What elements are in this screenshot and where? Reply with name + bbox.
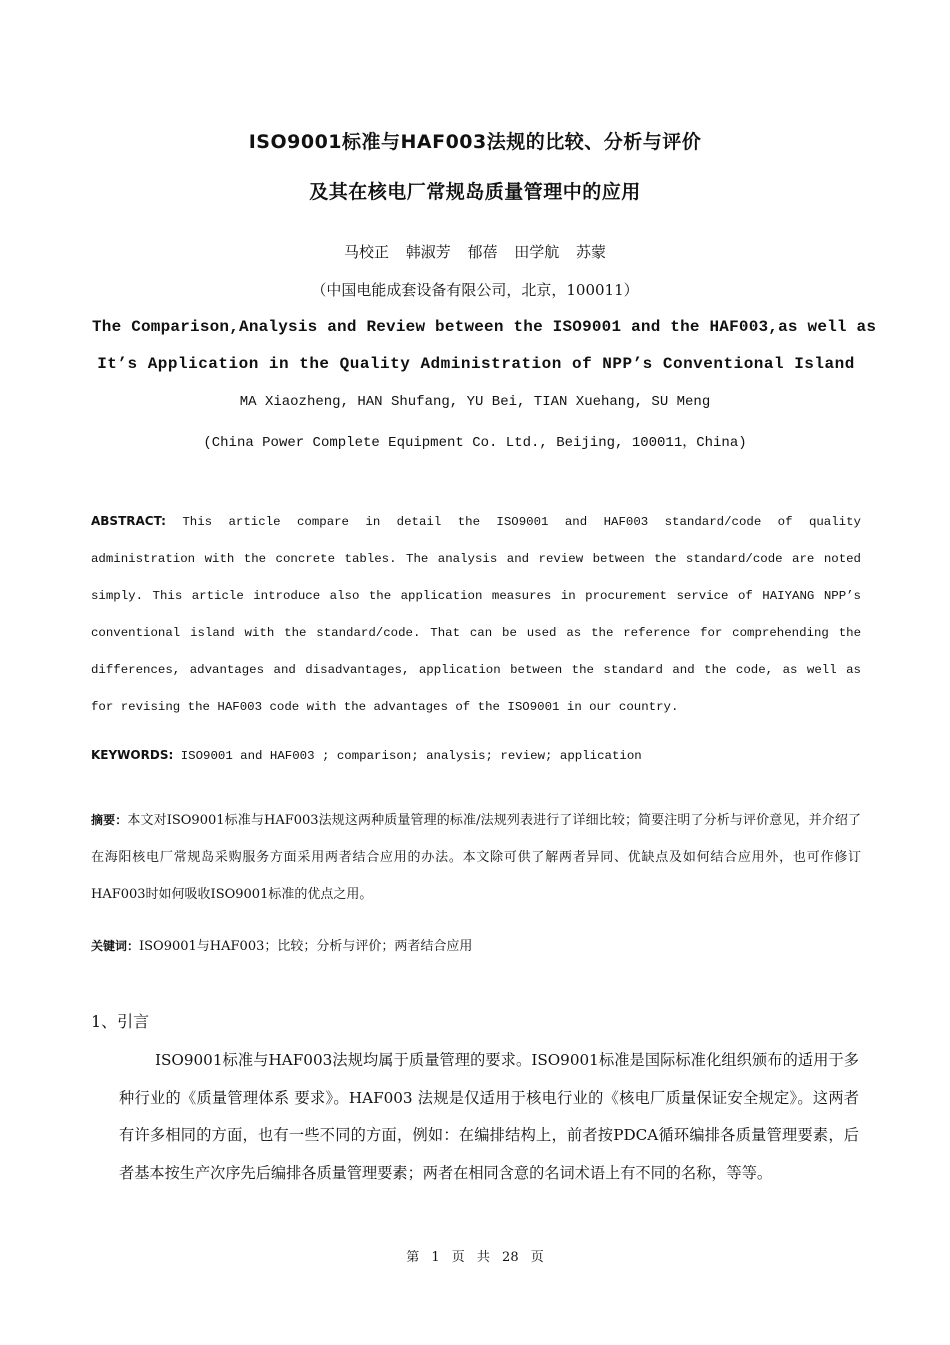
keywords-text: ISO9001 and HAF003 ; comparison; analysis; review; application bbox=[173, 749, 642, 763]
title-line-2: 及其在核电厂常规岛质量管理中的应用 bbox=[309, 181, 641, 203]
affiliation-english: (China Power Complete Equipment Co. Ltd., Beijing, 100011，China) bbox=[203, 435, 747, 451]
abstract-chinese bbox=[91, 802, 861, 913]
abstract-cn-text: 本文对ISO9001标准与HAF003法规这两种质量管理的标准/法规列表进行了详细比较；简要注明了分析与评价意见，并介绍了在海阳核电厂常规岛采购服务方面采用两者结合应用的办法。本文除可供了解两者异同、优缺点及如何结合应用外，也可作修订HAF003时如何吸收ISO9001标准的优点之用。 bbox=[91, 813, 861, 902]
keywords-cn-label: 关键词： bbox=[91, 939, 140, 953]
authors-chinese: 马校正 韩淑芳 郁蓓 田学航 苏蒙 bbox=[343, 243, 607, 261]
english-title-line-2: It’s Application in the Quality Administration of NPP’s Conventional Island bbox=[97, 355, 855, 373]
keywords-chinese bbox=[91, 935, 861, 954]
title-line-1: ISO9001标准与HAF003法规的比较、分析与评价 bbox=[248, 131, 702, 153]
authors-english: MA Xiaozheng, HAN Shufang, YU Bei, TIAN Xuehang, SU Meng bbox=[239, 394, 711, 410]
keywords-cn-text: ISO9001与HAF003；比较；分析与评价；两者结合应用 bbox=[139, 939, 473, 954]
affiliation-chinese: （中国电能成套设备有限公司，北京，100011） bbox=[311, 281, 639, 299]
keywords-english bbox=[91, 748, 861, 763]
english-title-line-1: The Comparison,Analysis and Review between the ISO9001 and the HAF003,as well as bbox=[92, 318, 877, 336]
keywords-label: KEYWORDS: bbox=[91, 748, 174, 762]
section-heading: 1、引言 bbox=[91, 1012, 150, 1031]
abstract-cn-label: 摘要： bbox=[91, 813, 128, 827]
abstract-label: ABSTRACT: bbox=[91, 514, 166, 528]
abstract-text: This article compare in detail the ISO9001 and HAF003 standard/code of quality administration with the concrete tables. The analysis and review between the standard/code are noted simply. This article introduce also the application measures in procurement service of HAIYANG NPP’s conventional island with the standard/code. That can be used as the reference for comprehending the differences, advantages and disadvantages, application between the standard and the code, as well as for revising the HAF003 code with the advantages of the ISO9001 in our country. bbox=[91, 515, 861, 714]
section-body: ISO9001标准与HAF003法规均属于质量管理的要求。ISO9001标准是国际标准化组织颁布的适用于多种行业的《质量管理体系 要求》。HAF003 法规是仅适用于核电行业的《核电厂质量保证安全规定》。这两者有许多相同的方面，也有一些不同的方面，例如：在编排结构上，前者按PDCA循环编排各质量管理要素，后者基本按生产次序先后编排各质量管理要素；两者在相同含意的名词术语上有不同的名称，等等。 bbox=[119, 1051, 859, 1182]
abstract-english bbox=[91, 503, 861, 726]
page-footer: 第 1 页 共 28 页 bbox=[406, 1250, 544, 1265]
